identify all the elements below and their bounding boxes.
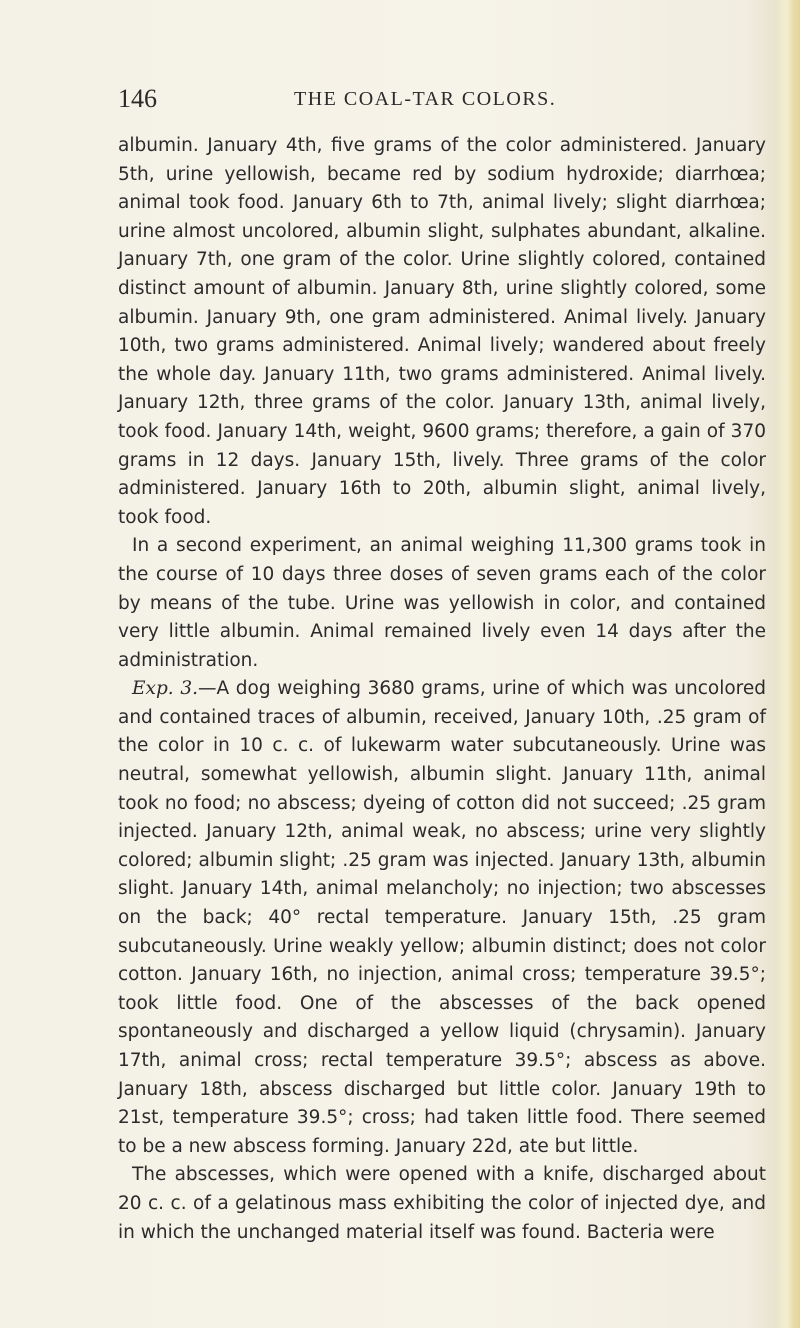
running-head: THE COAL-TAR COLORS. [294, 88, 557, 110]
paragraph-1: albumin. January 4th, five grams of the color administered. January 5th, urine yellowish, became red by sodium hydroxide; diarrhœa; animal took food. January 6th to 7th, animal lively; slight diarrhœa; urine almost uncolored, albumin slight, sulphates abundant, alkaline. January 7th, one gram of the color. Urine slightly colored, contained distinct amount of albumin. January 8th, urine slightly colored, some albumin. January 9th, one gram administered. Animal lively. January 10th, two grams administered. Animal lively; wandered about freely the whole day. January 11th, two grams administered. Animal lively. January 12th, three grams of the color. January 13th, animal lively, took food. January 14th, weight, 9600 grams; therefore, a gain of 370 grams in 12 days. January 15th, lively. Three grams of the color administered. January 16th to 20th, albumin slight, animal lively, took food. [118, 135, 766, 528]
page-edge [778, 0, 800, 1328]
paragraph-3 [118, 675, 766, 1161]
paragraph-4: The abscesses, which were opened with a knife, discharged about 20 c. c. of a gelatinous mass exhibiting the color of injected dye, and in which the unchanged material itself was found. Bacteria were [118, 1164, 766, 1243]
paragraph-2: In a second experiment, an animal weighing 11,300 grams took in the course of 10 days three doses of seven grams each of the color by means of the tube. Urine was yellowish in color, and contained very little albumin. Animal remained lively even 14 days after the administration. [118, 535, 766, 671]
body-text [118, 132, 766, 1247]
page-number: 146 [118, 84, 157, 113]
experiment-label: Exp. 3. [132, 678, 198, 700]
paragraph-3-text: —A dog weighing 3680 grams, urine of which was uncolored and contained traces of albumin, received, January 10th, .25 gram of the color in 10 c. c. of lukewarm water subcutaneously. Urine was neutral, somewhat yellowish, albumin slight. January 11th, animal took no food; no abscess; dyeing of cotton did not succeed; .25 gram injected. January 12th, animal weak, no abscess; urine very slightly colored; albumin slight; .25 gram was injected. January 13th, albumin slight. January 14th, animal melancholy; no injection; two abscesses on the back; 40° rectal temperature. January 15th, .25 gram subcutaneously. Urine weakly yellow; albumin distinct; does not color cotton. January 16th, no injection, animal cross; temperature 39.5°; took little food. One of the abscesses of the back opened spontaneously and discharged a yellow liquid (chrysamin). January 17th, animal cross; rectal temperature 39.5°; abscess as above. January 18th, abscess discharged but little color. January 19th to 21st, temperature 39.5°; cross; had taken little food. There seemed to be a new abscess forming. January 22d, ate but little. [118, 678, 766, 1157]
